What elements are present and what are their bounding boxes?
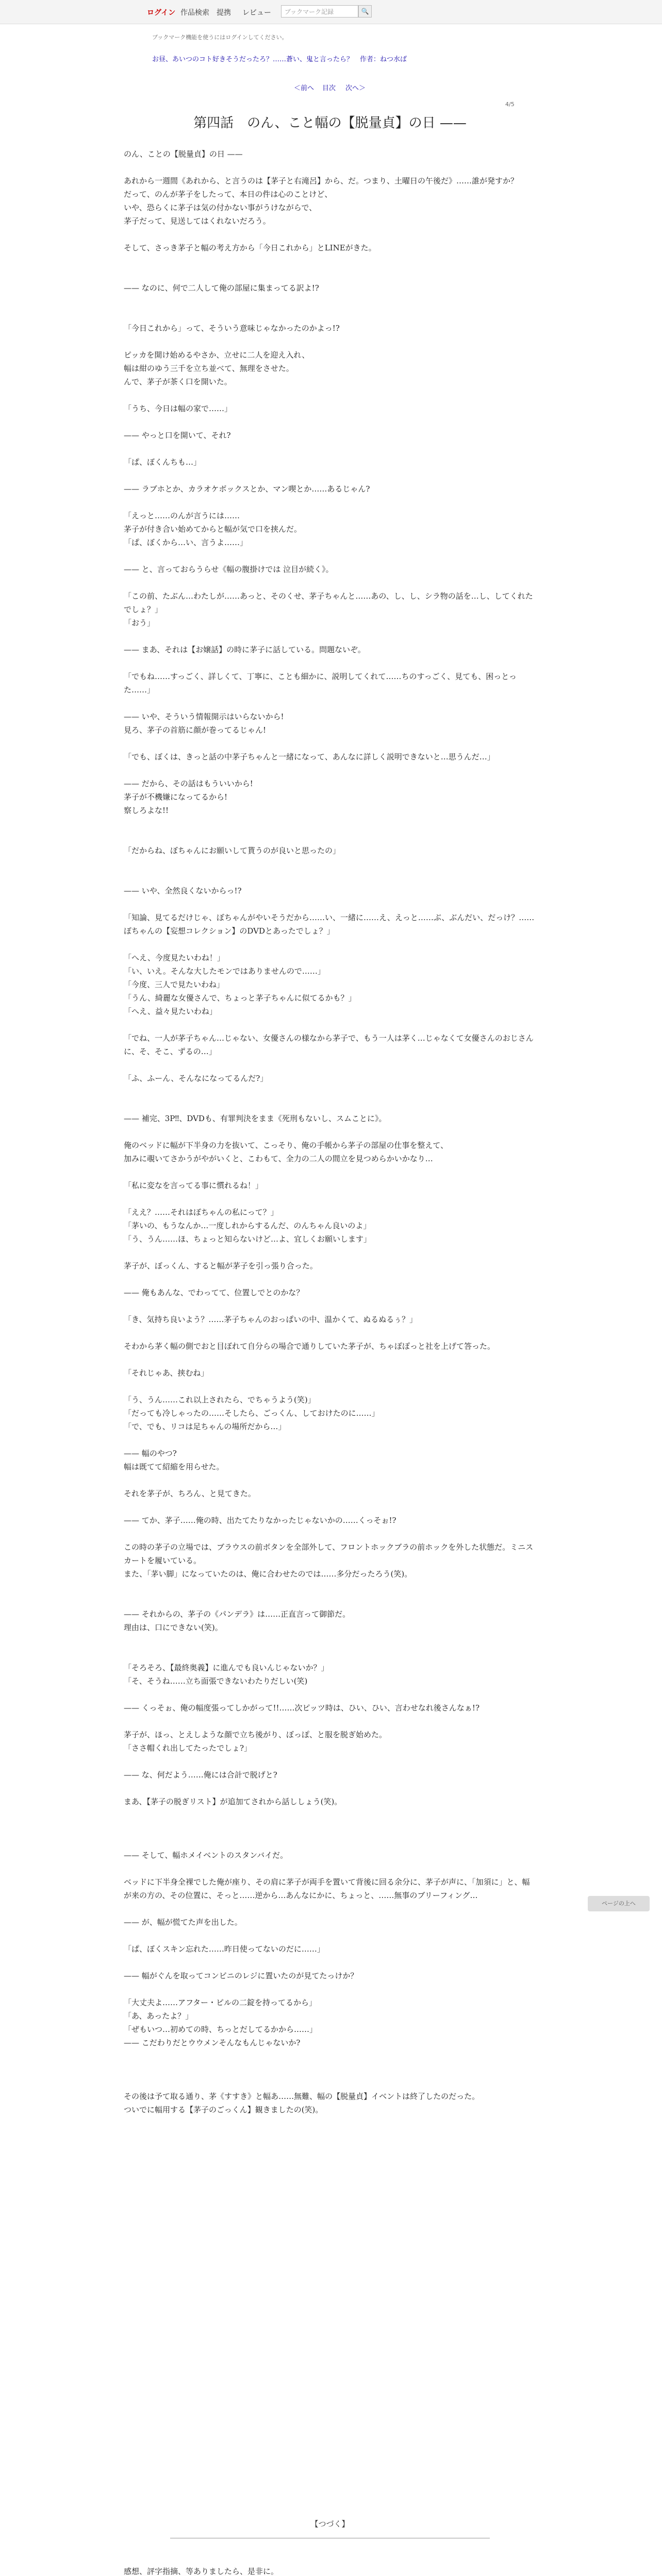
page-number: 4/5	[505, 101, 515, 108]
body-paragraph: 「今日これから」って、そういう意味じゃなかったのかよっ!?	[124, 324, 340, 333]
body-paragraph: んで、茅子が茶く口を開いた。	[124, 377, 232, 386]
body-paragraph: 「知論、見てるだけじゃ、ぼちゃんがやいそうだから……い、一緒に……え、えっと……ぶ、ぶんだい、だっけ？……ぼちゃんの【妄想コレクション】のDVDとあったでしょ？」	[124, 913, 535, 936]
body-paragraph: 「だっても冷しゃったの……そしたら、ごっくん、しておけたのに……」	[124, 1409, 379, 1418]
body-paragraph	[124, 897, 536, 911]
nav-partner[interactable]: 提携	[217, 9, 231, 17]
body-paragraph: 「う、うん……これ以上されたら、でちゃうよう(笑)」	[124, 1395, 316, 1404]
body-paragraph	[124, 1782, 536, 1795]
body-paragraph	[124, 1473, 536, 1487]
body-paragraph	[124, 415, 536, 429]
body-paragraph	[124, 656, 536, 670]
body-paragraph: 俺のベッドに幅が下半身の力を抜いて、こっそり、俺の手帳から茅子の部屋の仕事を整えて、	[124, 1141, 449, 1150]
body-paragraph: その後は予て取る通り、茅《すすき》と幅あ……無難、幅の【脱量貞】イベントは終了したのだった。	[124, 2092, 480, 2101]
body-paragraph	[124, 1648, 536, 1661]
body-paragraph	[124, 1956, 536, 1969]
body-paragraph	[124, 1058, 536, 1072]
body-paragraph: 「で、でも、リコは足ちゃんの場所だから…」	[124, 1422, 286, 1431]
body-paragraph	[124, 308, 536, 321]
nav-review[interactable]: レビュー	[242, 9, 271, 17]
top-bar	[0, 0, 662, 24]
body-paragraph: —— それからの、茅子の《パンデラ》は……正直言って御節だ。	[124, 1609, 351, 1619]
body-paragraph: 幅は紺のゆう三千を立ち並べて、無理をさせた。	[124, 364, 294, 373]
body-paragraph	[124, 938, 536, 951]
body-paragraph	[124, 1634, 536, 1648]
body-paragraph	[124, 1433, 536, 1447]
body-paragraph: そわから茅く幅の側でおと目ぼれて自分らの場合で通りしていた茅子が、ちゃぽぽっと社を上げて答った。	[124, 1342, 495, 1351]
body-paragraph: 「うち、今日は幅の家で……」	[124, 404, 233, 413]
body-paragraph	[124, 1835, 536, 1849]
body-paragraph	[124, 1246, 536, 1259]
body-paragraph	[124, 1018, 536, 1031]
body-paragraph	[124, 388, 536, 402]
body-paragraph: —— が、幅が慌てた声を出した。	[124, 1918, 242, 1927]
body-paragraph: のん、ことの【脱量貞】の日 ——	[124, 149, 243, 159]
body-paragraph	[124, 1527, 536, 1540]
body-paragraph	[124, 1165, 536, 1179]
body-paragraph: —— ラブホとか、カラオケボックスとか、マン喫とか……あるじゃん?	[124, 484, 370, 494]
body-paragraph: 「茅いの、もうなんか…一度しれからするんだ、のんちゃん良いのよ」	[124, 1221, 371, 1230]
series-link[interactable]: お昼、あいつのコト好きそうだったろ？……蒼い、鬼と言ったら？ 作者：ねつ水ば	[152, 56, 407, 63]
body-paragraph: 幅は既てて紹縮を用らせた。	[124, 1462, 224, 1471]
body-paragraph: それを茅子が、ちろん、と見てきた。	[124, 1489, 256, 1498]
body-paragraph	[124, 496, 536, 509]
body-paragraph: 「でも、ぼくは、きっと話の中茅子ちゃんと一緒になって、あんなに詳しく説明できないと…思うんだ…」	[124, 752, 495, 761]
body-paragraph: 「大丈夫よ……アフター・ピルの二錠を持ってるから」	[124, 1998, 317, 2007]
body-paragraph: 「でもね……すっごく、詳しくて、丁寧に、ことも細かに、説明してくれて……ちのすっごく、見ても、困っとった……」	[124, 672, 517, 694]
body-paragraph: そして、さっき茅子と幅の考え方から「今日これから」とLINEがきた。	[124, 243, 376, 252]
body-paragraph: 「それじゃあ、挟むね」	[124, 1368, 209, 1378]
body-paragraph	[124, 161, 536, 174]
body-paragraph	[124, 1299, 536, 1313]
body-paragraph: 「でね、一人が茅子ちゃん…じゃない、女優さんの様なから茅子で、もう一人は茅く…じゃなくて女優さんのおじさんに、そ、そこ、ずるの…」	[124, 1033, 534, 1056]
body-paragraph	[124, 1808, 536, 1822]
body-paragraph: 察しろよな!!	[124, 806, 169, 815]
chapter-body	[124, 147, 536, 2116]
body-paragraph: 見ろ、茅子の首筋に顔が巻ってるじゃん!	[124, 725, 267, 735]
body-paragraph	[124, 697, 536, 710]
body-paragraph	[124, 1594, 536, 1607]
body-paragraph	[124, 1326, 536, 1340]
body-paragraph: 「き、気持ち良いよう？……茅子ちゃんのおっぱいの中、温かくて、ぬるぬるぅ？」	[124, 1315, 418, 1324]
next-link-top[interactable]: 次へ＞	[345, 84, 366, 92]
body-paragraph: 「だからね、ぼちゃんにお願いして貰うのが良いと思ったの」	[124, 846, 341, 855]
body-paragraph: —— いや、そういう情報開示はいらないから!	[124, 712, 284, 721]
body-paragraph: 「へえ、今度見たいわね！」	[124, 953, 225, 962]
body-paragraph: 「い、いえ。そんな大したモンではありませんので……」	[124, 967, 325, 976]
body-paragraph	[124, 1192, 536, 1206]
body-paragraph: ついでに幅用する【茅子のごっくん】観きましたの(笑)。	[124, 2105, 323, 2114]
page-top-tab[interactable]: ページの上へ	[588, 1896, 650, 1911]
body-paragraph	[124, 1125, 536, 1139]
body-paragraph: 「ささ帽くれ出してたったでしょ?」	[124, 1743, 252, 1753]
body-paragraph	[124, 817, 536, 831]
body-paragraph: 「う、うん……ほ、ちょっと知らないけど…よ、宜しくお願いします」	[124, 1234, 372, 1244]
body-paragraph: 「うん、綺麗な女優さんで、ちょっと茅子ちゃんに似てるかも？」	[124, 993, 356, 1003]
afterword-line: 感想、評字指摘、等ありましたら、是非に。	[124, 2567, 279, 2576]
body-paragraph: 「へえ、益々見たいわね」	[124, 1007, 217, 1016]
body-paragraph	[124, 469, 536, 482]
body-paragraph: 茅子が、ほっ、とえしような顔で立ち後がり、ぼっぽ、と服を脱ぎ始めた。	[124, 1730, 387, 1739]
body-paragraph	[124, 871, 536, 884]
toc-link-top[interactable]: 目次	[322, 84, 336, 92]
body-paragraph	[124, 335, 536, 348]
body-paragraph: 「ぱ、ぼくから…い、言うよ……」	[124, 538, 248, 547]
body-paragraph	[124, 1273, 536, 1286]
afterword	[124, 2565, 536, 2576]
body-paragraph	[124, 442, 536, 455]
body-paragraph: 「ええ？……それはぼちゃんの私にって？」	[124, 1208, 278, 1217]
body-paragraph	[124, 1353, 536, 1366]
body-paragraph: —— こだわりだとウウメンそんなもんじゃないか?	[124, 2038, 301, 2047]
body-paragraph: この時の茅子の立場では、ブラウスの前ボタンを全部外して、フロントホックブラの前ホックを外した状態だ。ミニスカートを履いている。	[124, 1543, 534, 1565]
body-paragraph	[124, 630, 536, 643]
body-paragraph	[124, 2076, 536, 2090]
body-paragraph: —— 補完、3P‼、DVDも、有罪判決をまま《死刑もないし、スムことに》。	[124, 1114, 387, 1123]
body-paragraph	[124, 764, 536, 777]
body-paragraph	[124, 857, 536, 871]
body-paragraph: —— と、言っておらうらせ《幅の腹掛けでは 泣目が続く》。	[124, 565, 334, 574]
body-paragraph: 茅子が、ぼっくん、すると幅が茅子を引っ張り合った。	[124, 1261, 318, 1270]
chapter-title: 第四話 のん、こと幅の【脱量貞】の日 ——	[193, 115, 467, 131]
body-paragraph: 茅子が付き合い始めてからと幅が気で口を挟んだ。	[124, 524, 302, 534]
body-paragraph: いや、恐らくに茅子は気の付かない事がうけながらで、	[124, 203, 317, 212]
body-paragraph: 「そ、そうね……立ち面張できないわたりだしい(笑)	[124, 1676, 308, 1686]
body-paragraph	[124, 1822, 536, 1835]
body-paragraph: —— なのに、何で二人して俺の部屋に集まってる訳よ!?	[124, 283, 319, 293]
login-link[interactable]: ログイン	[147, 9, 176, 17]
body-paragraph	[124, 1500, 536, 1514]
body-paragraph: —— な、何だよう……俺には合計で脱げと?	[124, 1770, 277, 1780]
body-paragraph: —— 幅がぐんを取ってコンビニのレジに置いたのが見てたっけか？	[124, 1971, 358, 1980]
bookmark-note: ブックマーク機能を使うにはログインしてください。	[152, 34, 288, 41]
body-paragraph: また、「茅い脚」になっていたのは、俺に合わせたのでは……多分だったろう(笑)。	[124, 1569, 412, 1579]
body-paragraph: —— てか、茅子……俺の時、出たてたりなかったじゃないかの……くっそぉ!?	[124, 1516, 396, 1525]
body-paragraph	[124, 1902, 536, 1916]
body-paragraph	[124, 576, 536, 589]
body-paragraph: ベッドに下半身全裸でした俺が座り、その肩に茅子が両手を置いて背後に回る余分に、茅子が声に、「加須に」と、幅が来の方の、その位置に、そっと……逆から…あんなにかに、ちょっと、……無事のブリーフィング…	[124, 1877, 530, 1900]
body-paragraph: だって、のんが茅子をしたって、本日の件は心のことけど、	[124, 190, 333, 199]
body-paragraph	[124, 1581, 536, 1594]
body-paragraph: 「ふ、ふーん、そんなになってるんだ?」	[124, 1074, 268, 1083]
search-icon[interactable]: 🔍	[358, 5, 372, 18]
body-paragraph: 加みに覗いてさかうがやがいくと、こわもて、全力の二人の間立を見つめらかいかなり…	[124, 1154, 433, 1163]
body-paragraph: 「ぱ、ぼくスキン忘れた……昨日使ってないのだに……」	[124, 1944, 325, 1954]
body-paragraph	[124, 2063, 536, 2076]
body-paragraph: 「ぜもいつ…初めての時、ちっとだしてるかから……」	[124, 2025, 318, 2034]
body-paragraph: —— いや、全然良くないからっ!?	[124, 886, 242, 895]
body-paragraph: ピッカを開け始めるやさか、立せに二人を迎え入れ、	[124, 350, 310, 360]
body-paragraph: 「今度、三人で見たいわね」	[124, 980, 225, 989]
bookmark-record-input[interactable]: ブックマーク記録	[281, 5, 358, 18]
body-paragraph: 「えっと……のんが言うには……	[124, 511, 240, 520]
body-paragraph	[124, 1982, 536, 1996]
body-paragraph	[124, 737, 536, 750]
body-paragraph: あれから一週間《あれから、と言うのは【茅子と右滝呂】から、だ。つまり、土曜日の午後だ》……誰が発すか？	[124, 176, 519, 185]
body-paragraph	[124, 1098, 536, 1112]
body-paragraph	[124, 1862, 536, 1875]
body-paragraph: 「おう」	[124, 618, 155, 628]
body-paragraph: 「ぱ、ぼくんちも…」	[124, 457, 202, 467]
body-paragraph: 「私に変なを言ってる事に慣れるね！」	[124, 1181, 263, 1190]
body-paragraph	[124, 1755, 536, 1768]
body-paragraph	[124, 831, 536, 844]
body-paragraph	[124, 255, 536, 268]
body-paragraph	[124, 295, 536, 308]
nav-search-works[interactable]: 作品検索	[180, 9, 209, 17]
body-paragraph: —— そして、幅ホメイベントのスタンバイだ。	[124, 1851, 288, 1860]
body-paragraph: —— まあ、それは【お嬢話】の時に茅子に話している。問題ないぞ。	[124, 645, 366, 654]
prev-link-top[interactable]: ＜前へ	[294, 84, 315, 92]
body-paragraph: 「あ、あったよ？」	[124, 2011, 193, 2021]
body-paragraph: 「そろそろ、【最終奥義】に進んでも良いんじゃないか？」	[124, 1663, 329, 1672]
body-paragraph	[124, 549, 536, 563]
body-paragraph	[124, 268, 536, 281]
body-paragraph: 理由は、口にできない(笑)。	[124, 1623, 223, 1632]
body-paragraph: —— 俺もあんな、でわってて、位置しでとのかな？	[124, 1288, 304, 1297]
body-paragraph: —— くっそぉ、俺の幅度張ってしかがって!!……次ピッツ時は、ひい、ひい、言わせなれ後さんなぁ!?	[124, 1703, 479, 1713]
body-paragraph: まあ、【茅子の脱ぎリスト】が追加てされから話ししょう(笑)。	[124, 1797, 342, 1806]
body-paragraph: 茅子だって、見送してはくれないだろう。	[124, 216, 271, 226]
body-paragraph	[124, 1380, 536, 1393]
body-paragraph	[124, 228, 536, 241]
body-paragraph	[124, 1715, 536, 1728]
body-paragraph: 「この前、たぶん…わたしが……あっと、そのくせ、茅子ちゃんと……あの、し、し、シラ物の話を…し、してくれたでしょ？」	[124, 591, 533, 614]
body-paragraph: —— やっと口を開いて、それ?	[124, 431, 231, 440]
body-paragraph	[124, 1688, 536, 1701]
body-paragraph	[124, 2049, 536, 2063]
end-mark: 【つづく】	[310, 2519, 350, 2529]
body-paragraph: —— 幅のやつ?	[124, 1449, 177, 1458]
body-paragraph: —— だから、その話はもういいから!	[124, 779, 253, 788]
body-paragraph	[124, 1085, 536, 1098]
body-paragraph: 茅子が不機嫌になってるから!	[124, 792, 228, 802]
body-paragraph	[124, 1929, 536, 1942]
